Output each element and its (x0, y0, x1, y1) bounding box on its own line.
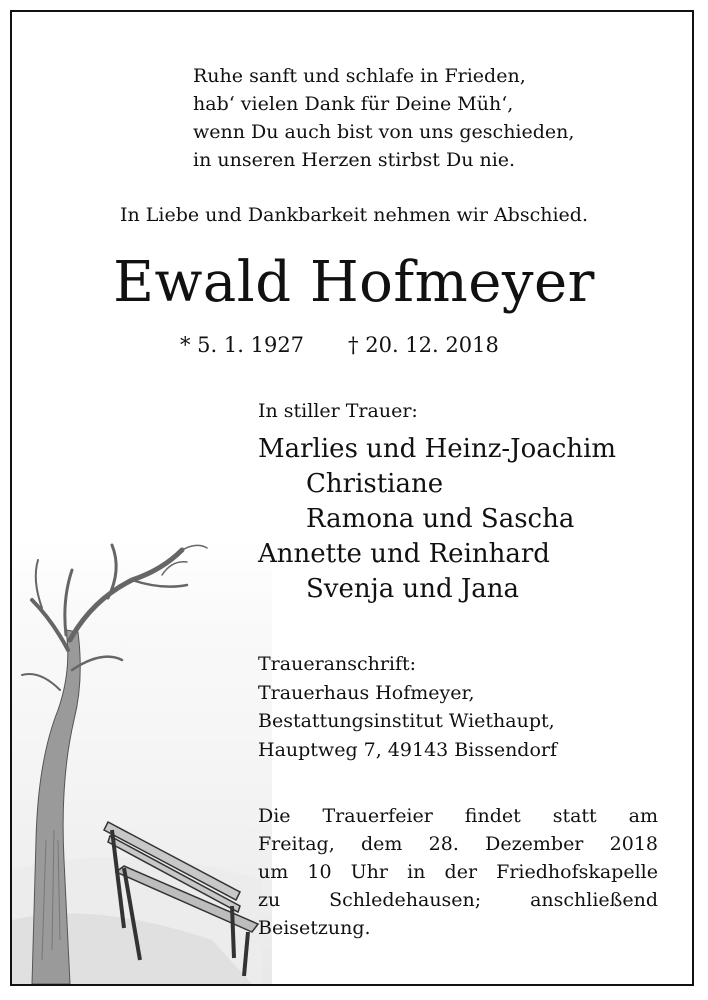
mourner-name: Svenja und Jana (306, 574, 520, 604)
poem (193, 62, 663, 174)
address-line: Hauptweg 7, 49143 Bissendorf (258, 738, 558, 761)
address-line: Traueranschrift: (258, 653, 417, 675)
life-dates (180, 330, 499, 360)
birth-date: * 5. 1. 1927 (180, 333, 305, 357)
mourners-heading: In stiller Trauer: (258, 400, 418, 422)
ceremony-notice (258, 802, 658, 942)
ceremony-line: zu Schledehausen; anschließend (258, 889, 658, 911)
address-line: Bestattungsinstitut Wiethaupt, (258, 710, 555, 732)
mourner-name: Annette und Reinhard (258, 539, 550, 569)
ceremony-line: Die Trauerfeier findet statt am (258, 805, 658, 827)
mourners-list (258, 432, 616, 607)
mourner-name: Marlies und Heinz-Joachim (258, 434, 617, 464)
poem-line: Ruhe sanft und schlafe in Frieden, (193, 65, 526, 87)
poem-line: in unseren Herzen stirbst Du nie. (193, 149, 516, 171)
ceremony-line: Freitag, dem 28. Dezember 2018 (258, 833, 658, 855)
ceremony-line: Beisetzung. (258, 917, 371, 939)
poem-line: wenn Du auch bist von uns geschieden, (193, 121, 575, 143)
tree-bench-illustration (12, 540, 272, 984)
deceased-name: Ewald Hofmeyer (113, 250, 595, 315)
poem-line: hab‘ vielen Dank für Deine Müh‘, (193, 93, 514, 115)
ceremony-line: um 10 Uhr in der Friedhofskapelle (258, 861, 658, 883)
mourner-name: Christiane (306, 469, 444, 499)
mourner-name: Ramona und Sascha (306, 504, 575, 534)
farewell-line: In Liebe und Dankbarkeit nehmen wir Abschied. (120, 204, 588, 226)
death-date: † 20. 12. 2018 (348, 333, 499, 357)
address-line: Trauerhaus Hofmeyer, (258, 681, 475, 704)
mourning-address (258, 650, 557, 764)
